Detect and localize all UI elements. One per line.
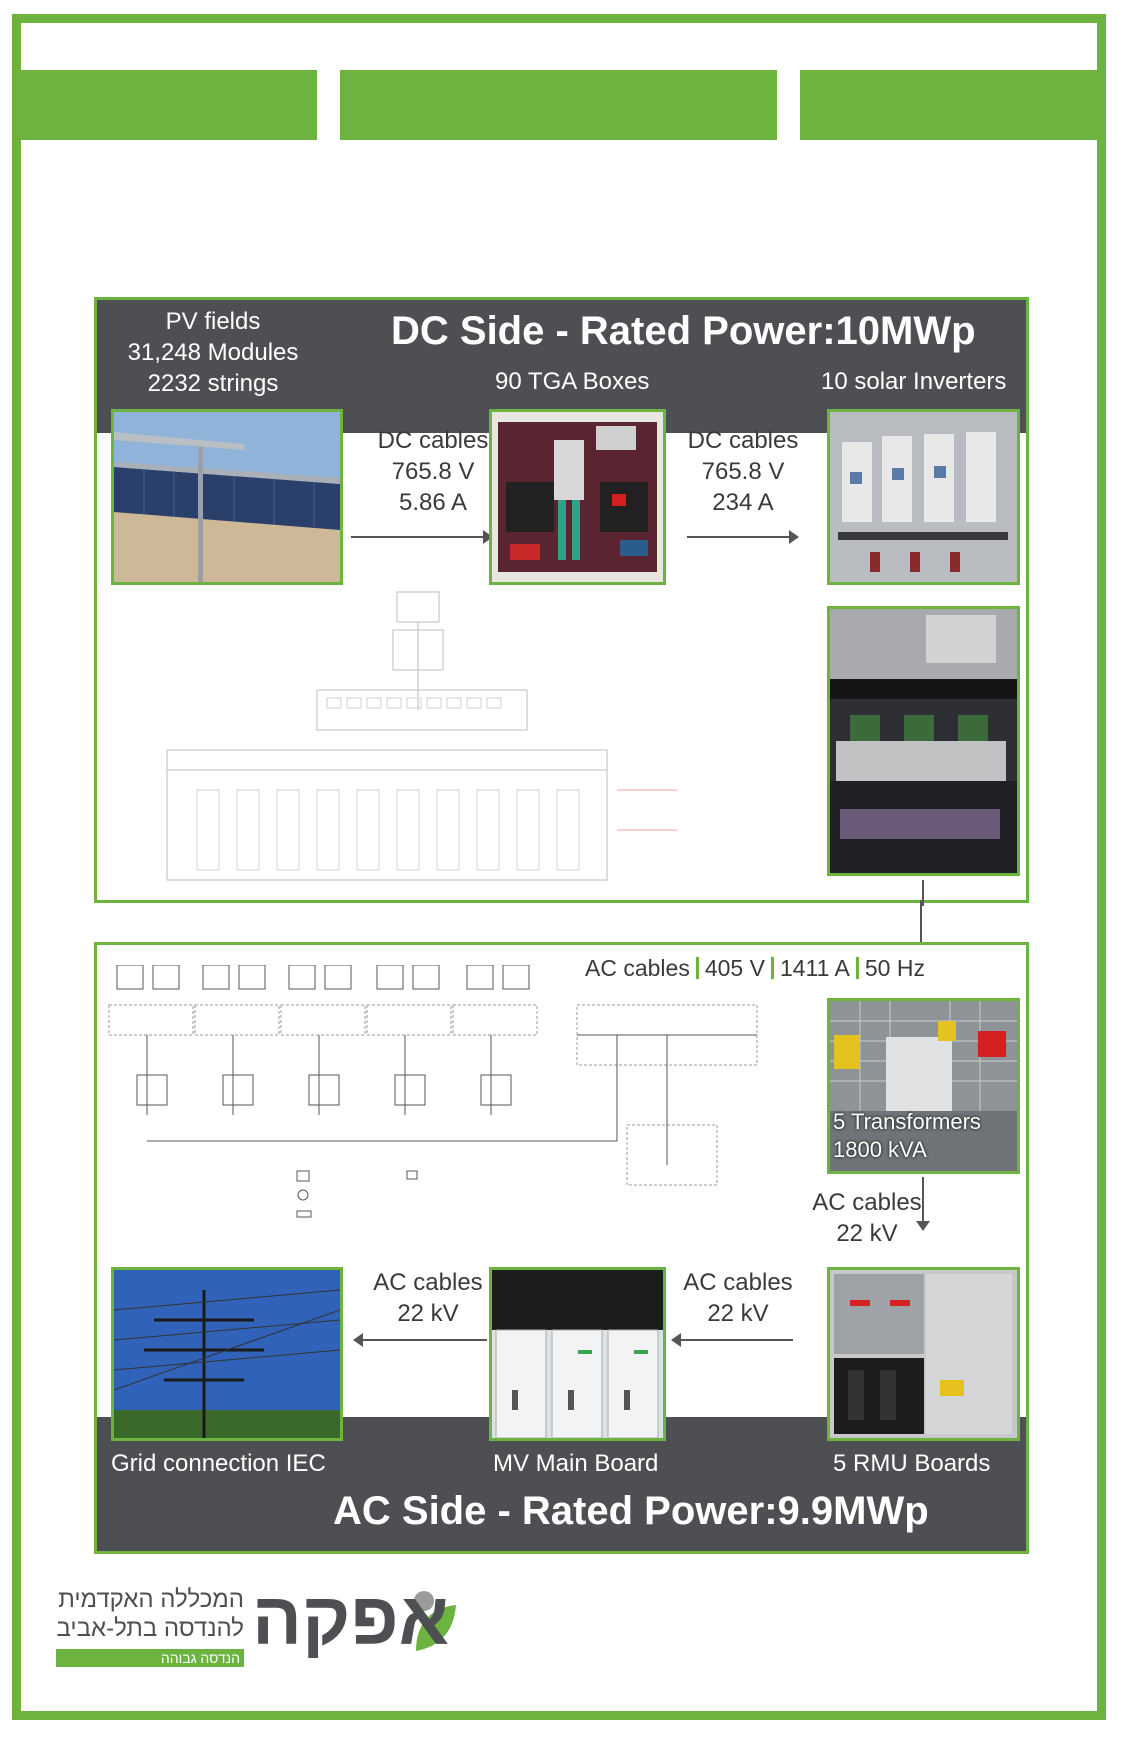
dc-arrow-1 [351,536,487,538]
ac-mid-cable-label: AC cables [683,1269,793,1296]
ac-cables-frequency: 50 Hz [864,955,925,981]
ac-arrow-vertical [922,1177,924,1223]
mv-board-image [492,1270,663,1438]
ac-cables-voltage: 405 V [704,955,765,981]
dc-cable1-voltage: 765.8 V [391,458,475,485]
inverter-interior-image [830,609,1017,873]
arrow-down-icon [916,1221,930,1231]
ac-title: AC Side - Rated Power:9.9MWp [333,1489,929,1533]
header-bar-right [800,70,1098,140]
pv-field-image [114,412,340,582]
ac-left-cable-label: AC cables [373,1269,483,1296]
dc-cable2-voltage: 765.8 V [701,458,785,485]
logo-tagline: הנדסה גבוהה [56,1649,244,1667]
header-bar-center [340,70,777,140]
inverters-label: 10 solar Inverters [821,368,1007,395]
mv-main-board-photo [489,1267,666,1441]
transformers-count-label: 5 Transformers [833,1109,981,1134]
arrow-left-icon [353,1333,363,1347]
grid-connection-photo [111,1267,343,1441]
ac-cables-label: AC cables [585,955,690,981]
grid-connection-label: Grid connection IEC [111,1450,326,1477]
inverters-photo [827,409,1020,585]
dc-ac-connector-line [922,880,924,906]
ac-cables-current: 1411 A [779,955,850,981]
dc-side-panel [94,297,1029,903]
arrow-right-icon [789,530,799,544]
pv-modules-label: 31,248 Modules [127,339,299,366]
dc-arrow-2 [687,536,793,538]
logo-line-2: להנדסה בתל-אביב [56,1615,244,1642]
tga-boxes-label: 90 TGA Boxes [495,368,650,395]
tga-box-photo [489,409,666,585]
pv-fields-label: PV fields [165,308,261,335]
dc-cable2-current: 234 A [712,489,774,516]
ac-vertical-cable-voltage: 22 kV [836,1220,898,1247]
dc-title: DC Side - Rated Power:10MWp [391,309,976,353]
header-bar-left [20,70,317,140]
logo-line-1: המכללה האקדמית [58,1586,244,1613]
dc-schematic-diagram [157,590,757,890]
ac-arrow-left-2 [679,1339,793,1341]
rmu-boards-label: 5 RMU Boards [833,1450,991,1477]
mv-main-board-label: MV Main Board [493,1450,659,1477]
dc-cable1-current: 5.86 A [398,489,468,516]
arrow-left-icon [671,1333,681,1347]
logo-name: אפקה [252,1577,450,1660]
grid-tower-image [114,1270,340,1438]
transformers-rating-label: 1800 kVA [833,1137,927,1162]
rmu-boards-photo [827,1267,1020,1441]
ac-side-panel [94,942,1029,1554]
ac-vertical-cable-label: AC cables [812,1189,922,1216]
dc-cable2-label: DC cables [687,427,799,454]
pv-field-photo [111,409,343,585]
inverter-interior-photo [827,606,1020,876]
afeka-logo [56,1577,456,1675]
tga-box-image [492,412,663,582]
ac-schematic-diagram [107,965,767,1225]
ac-arrow-left-1 [361,1339,487,1341]
ac-left-cable-voltage: 22 kV [397,1300,459,1327]
dc-cable1-label: DC cables [377,427,489,454]
inverters-image [830,412,1017,582]
rmu-image [830,1270,1017,1438]
pv-strings-label: 2232 strings [147,370,279,397]
ac-mid-cable-voltage: 22 kV [707,1300,769,1327]
